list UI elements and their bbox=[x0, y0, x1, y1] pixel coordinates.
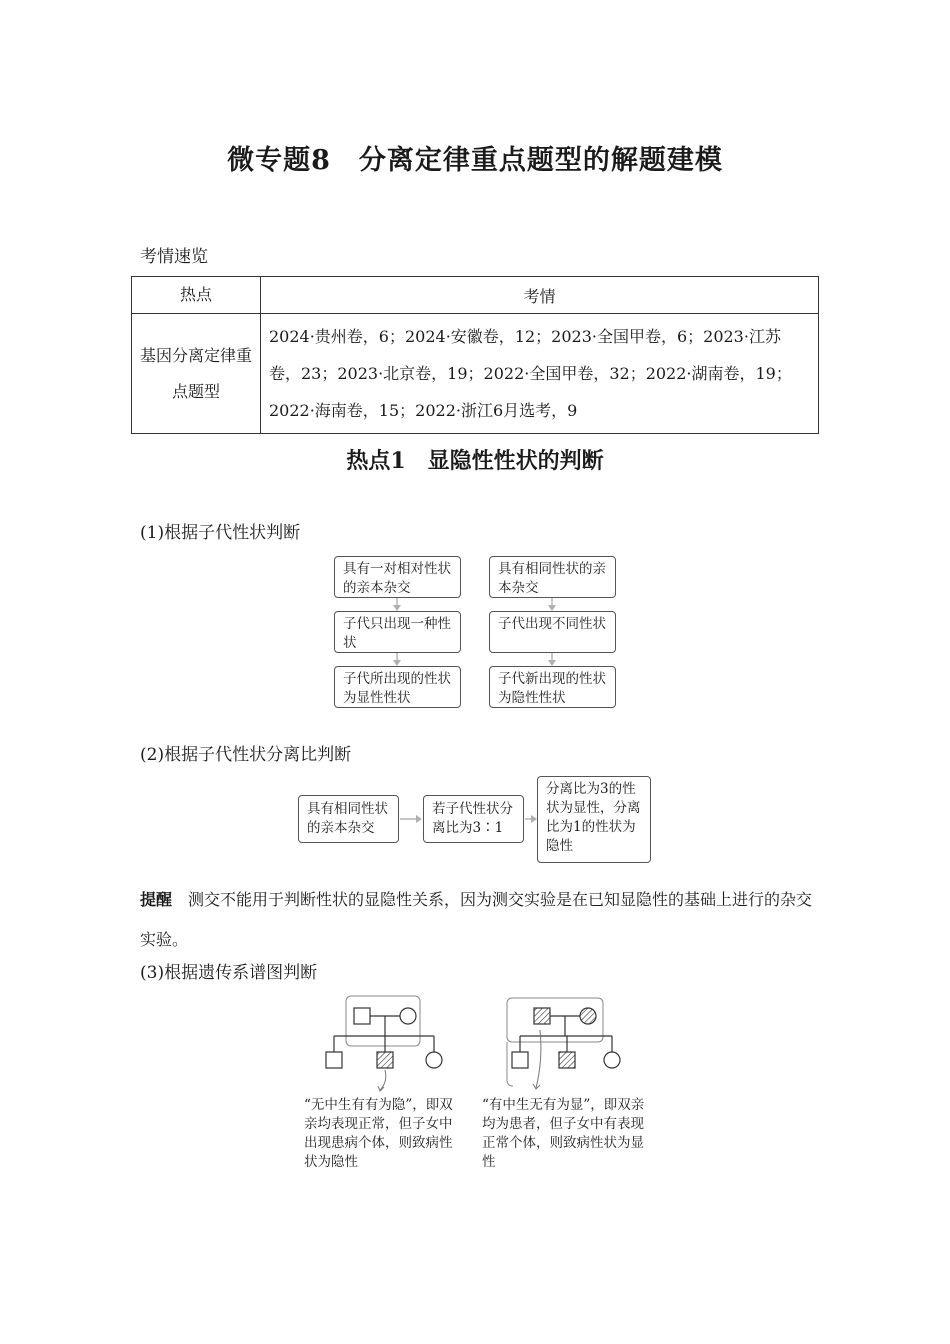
flow-left-step1: 具有一对相对性状的亲本杂交 bbox=[334, 556, 461, 598]
section3-label: (3)根据遗传系谱图判断 bbox=[140, 963, 318, 983]
ratio-step2: 若子代性状分离比为3∶1 bbox=[423, 795, 524, 843]
flow-right-step3: 子代新出现的性状为隐性性状 bbox=[489, 666, 616, 708]
header-exam: 考情 bbox=[261, 277, 819, 314]
tip-label: 提醒 bbox=[140, 890, 173, 909]
table-row bbox=[132, 314, 819, 434]
flow-right-step2: 子代出现不同性状 bbox=[489, 611, 616, 653]
tip-text: 测交不能用于判断性状的显隐性关系，因为测交实验是在已知显隐性的基础上进行的杂交实验。 bbox=[140, 890, 813, 949]
overview-label: 考情速览 bbox=[140, 247, 208, 267]
section2-label: (2)根据子代性状分离比判断 bbox=[140, 745, 352, 765]
dominant-rule-note: “有中生无有为显”，即双亲均为患者，但子女中有表现正常个体，则致病性状为显性 bbox=[482, 1097, 645, 1170]
arrow-right-icon bbox=[416, 815, 422, 823]
flow-left-step3: 子代所出现的性状为显性性状 bbox=[334, 666, 461, 708]
header-hotspot: 热点 bbox=[132, 277, 261, 314]
ratio-step1: 具有相同性状的亲本杂交 bbox=[298, 795, 399, 843]
page-title: 微专题8 分离定律重点题型的解题建模 bbox=[227, 145, 723, 176]
pedigree-diagrams bbox=[300, 990, 660, 1100]
tip-paragraph bbox=[140, 880, 820, 960]
flow-left-step2: 子代只出现一种性状 bbox=[334, 611, 461, 653]
ratio-step3: 分离比为3的性状为显性，分离比为1的性状为隐性 bbox=[537, 776, 651, 863]
hotspot1-title: 热点1 显隐性性状的判断 bbox=[346, 448, 604, 474]
pedigree-recessive bbox=[326, 996, 442, 1091]
exam-overview-table bbox=[131, 276, 819, 434]
cell-hotspot: 基因分离定律重点题型 bbox=[132, 314, 261, 434]
flow-right-step1: 具有相同性状的亲本杂交 bbox=[489, 556, 616, 598]
recessive-rule-note: “无中生有有为隐”，即双亲均表现正常，但子女中出现患病个体，则致病性状为隐性 bbox=[304, 1097, 453, 1170]
pedigree-dominant bbox=[507, 998, 620, 1089]
flow-connector bbox=[400, 818, 417, 820]
table-header-row bbox=[132, 277, 819, 314]
section1-label: (1)根据子代性状判断 bbox=[140, 523, 301, 543]
cell-exam: 2024·贵州卷，6；2024·安徽卷，12；2023·全国甲卷，6；2023·江苏卷，23；2023·北京卷，19；2022·全国甲卷，32；2022·湖南卷，19；2022·海南卷，15；2022·浙江6月选考，9 bbox=[261, 314, 819, 434]
